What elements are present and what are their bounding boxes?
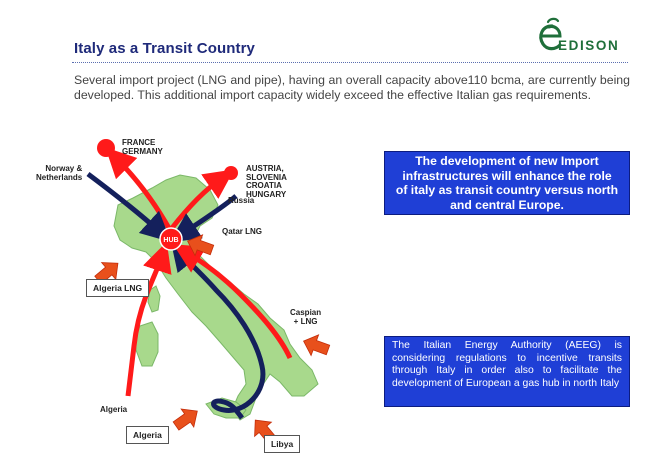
transit-message-text: The development of new Import infrastructures will enhance the role of italy as transit country versus north and central Europe.	[395, 154, 619, 212]
aeeg-message-text: The Italian Energy Authority (AEEG) is considering regulations to incentive transits through Italy in order also to facilitate the development of European a gas hub in north Italy	[392, 340, 622, 389]
label-caspian-lng: Caspian + LNG	[290, 308, 322, 326]
page-title: Italy as a Transit Country	[74, 40, 255, 57]
aeeg-message-box	[384, 336, 630, 407]
label-france-germany: FRANCE GERMANY	[122, 138, 163, 156]
label-russia: Russia	[228, 196, 255, 205]
algeria-pipe-arrow	[170, 402, 204, 435]
label-libya: Libya	[264, 435, 300, 453]
label-algeria-box: Algeria	[126, 426, 169, 444]
label-norway-netherlands: Norway & Netherlands	[36, 164, 83, 182]
sardinia	[136, 322, 158, 366]
austria-group-node	[224, 166, 238, 180]
transit-message-box	[384, 151, 630, 215]
france-germany-node	[97, 139, 115, 157]
label-qatar-lng: Qatar LNG	[222, 227, 263, 236]
label-algeria-lng: Algeria LNG	[86, 279, 149, 297]
hub-label: HUB	[163, 237, 179, 244]
intro-paragraph: Several import project (LNG and pipe), having an overall capacity above110 bcma, are currently being developed. This additional import capacity widely exceed the effective Italian gas requirements.	[74, 73, 630, 102]
logo-wordmark: EDISON	[558, 38, 620, 53]
caspian-lng-arrow	[300, 331, 332, 361]
label-austria-group: AUSTRIA, SLOVENIA CROATIA HUNGARY	[246, 164, 287, 199]
label-algeria-pipe: Algeria	[100, 405, 128, 414]
